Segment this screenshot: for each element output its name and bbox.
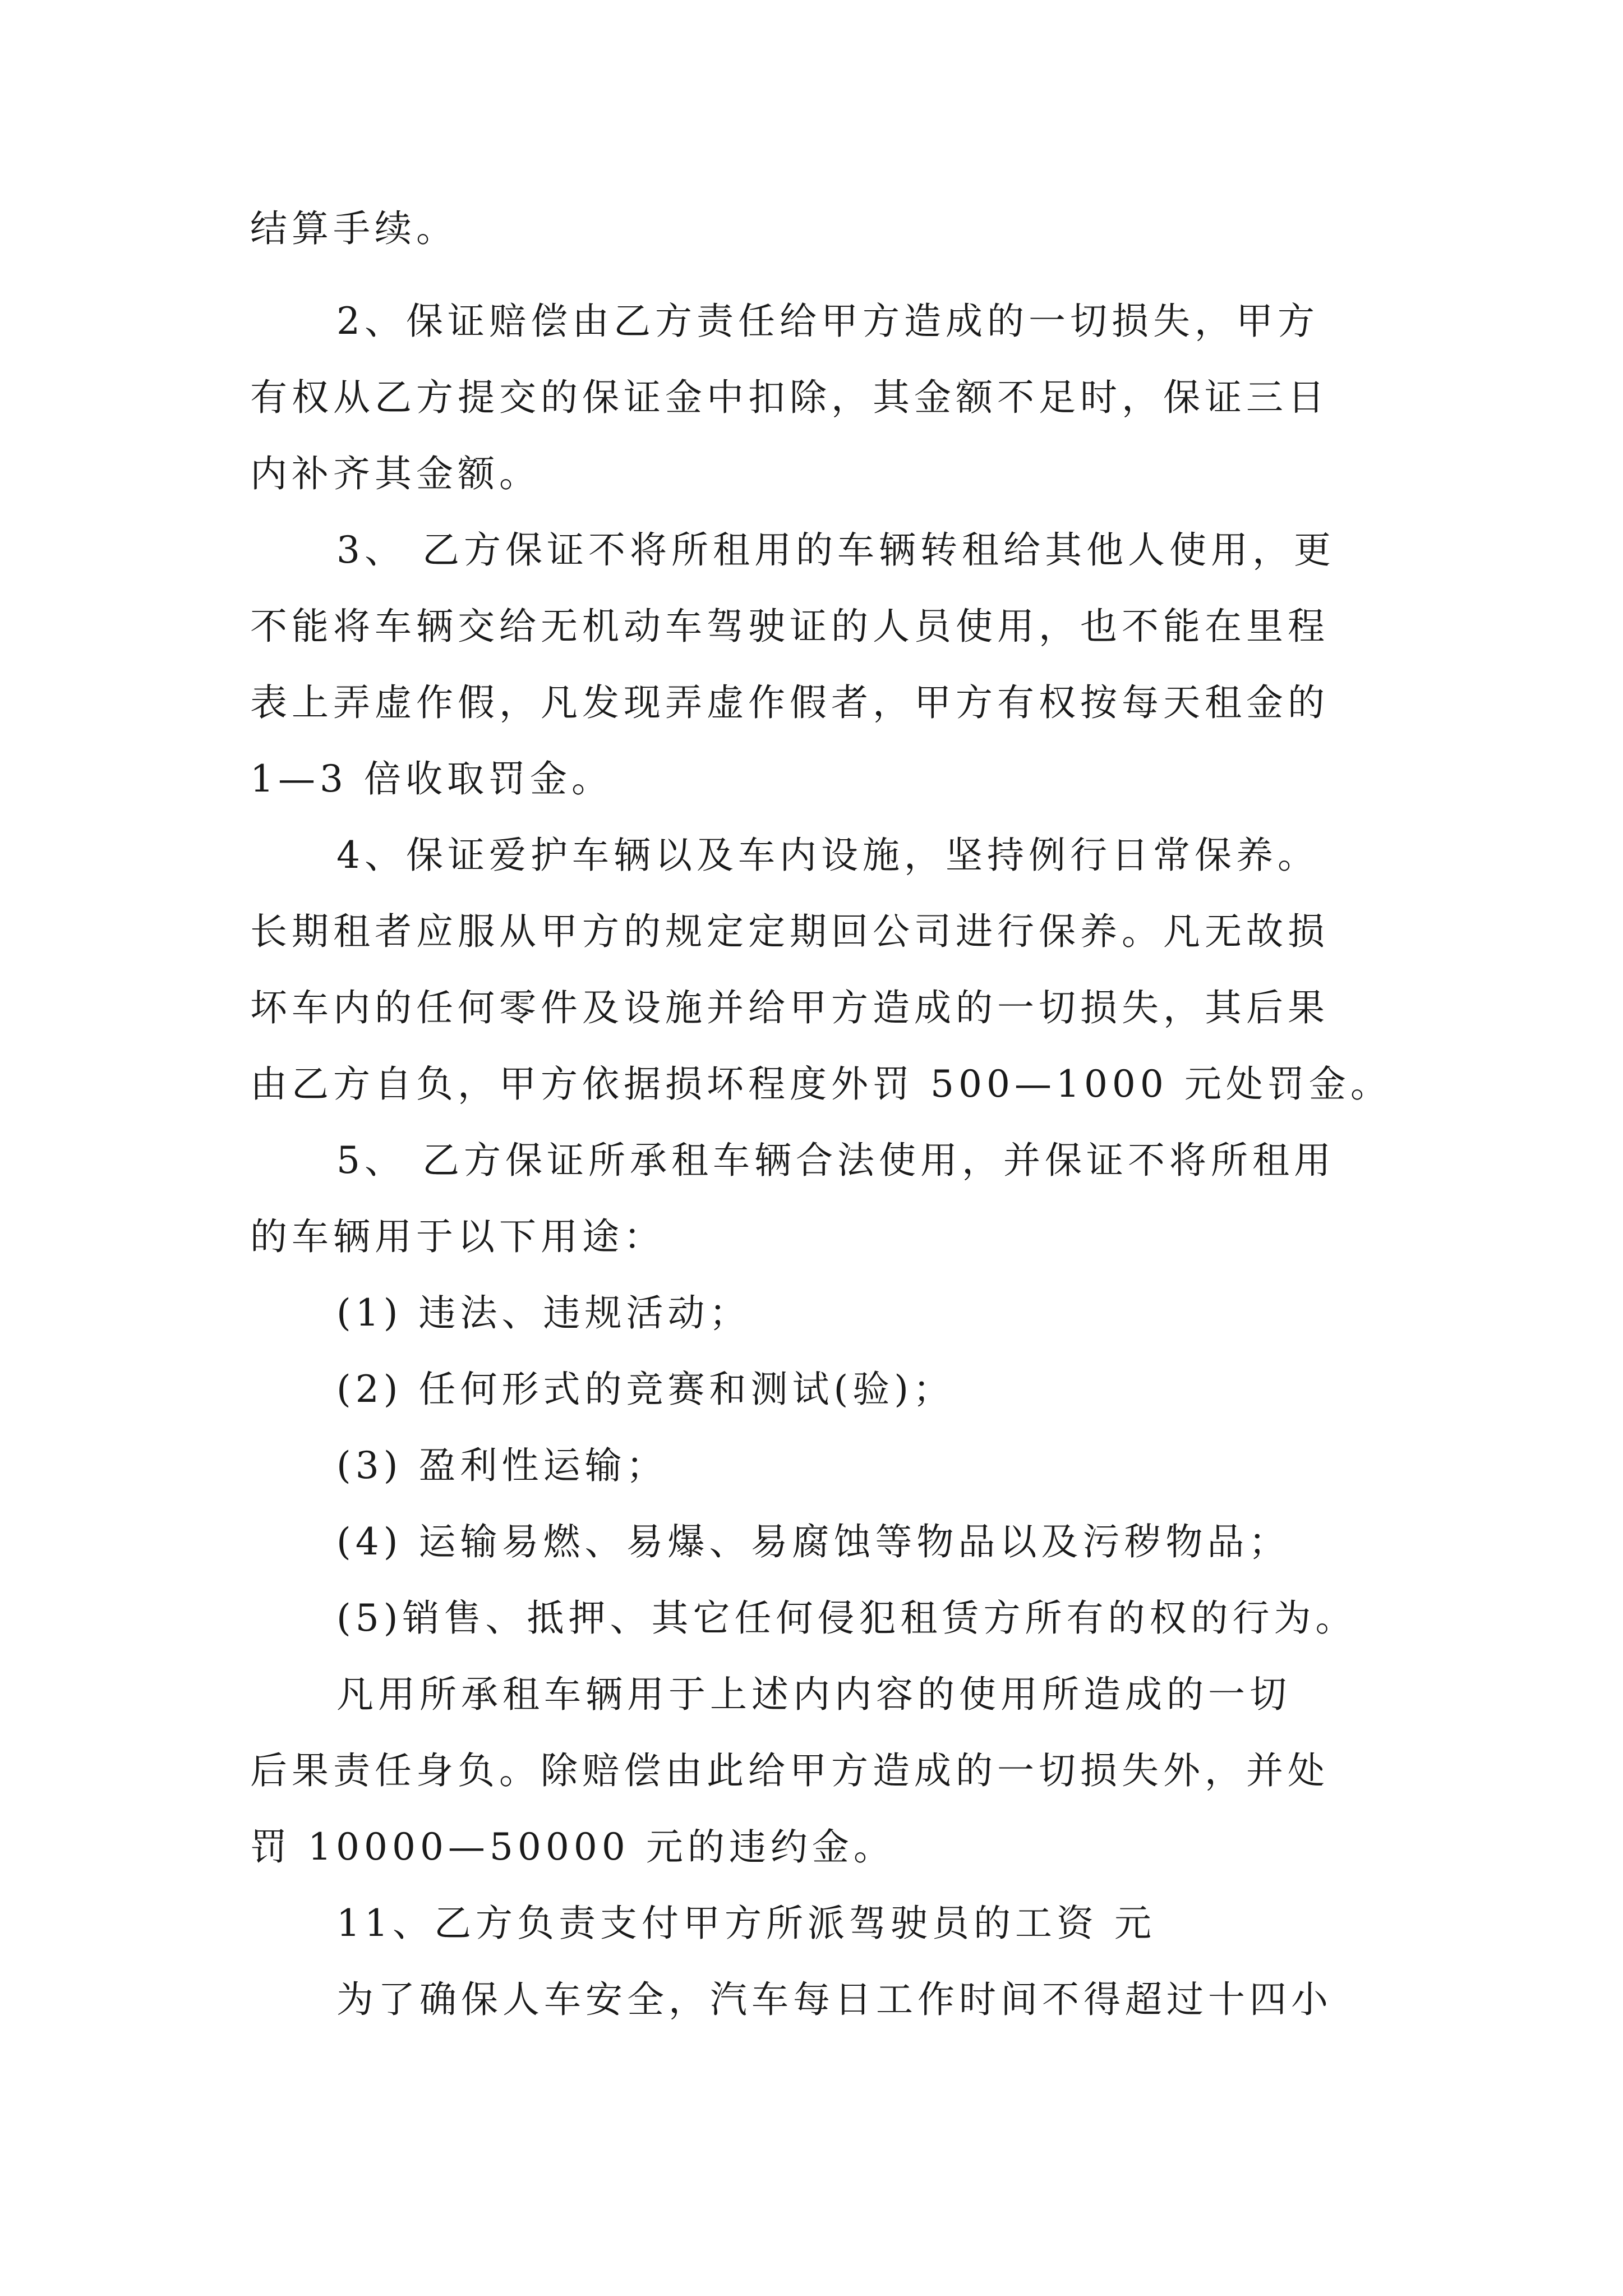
text-line: 2、保证赔偿由乙方责任给甲方造成的一切损失，甲方	[336, 300, 1319, 343]
list-item: (3) 盈利性运输；	[336, 1444, 668, 1487]
text-line: 为了确保人车安全，汽车每日工作时间不得超过十四小	[336, 1978, 1332, 2021]
text-line: 不能将车辆交给无机动车驾驶证的人员使用，也不能在里程	[250, 605, 1329, 648]
list-item: (2) 任何形式的竞赛和测试(验)；	[336, 1368, 955, 1411]
text-line: 的车辆用于以下用途：	[250, 1215, 665, 1258]
text-line: 4、保证爱护车辆以及车内设施，坚持例行日常保养。	[336, 834, 1319, 877]
text-line: 由乙方自负，甲方依据损坏程度外罚 500—1000 元处罚金。	[250, 1062, 1392, 1106]
text-line: 后果责任身负。除赔偿由此给甲方造成的一切损失外，并处	[250, 1749, 1329, 1792]
text-line: 11、乙方负责支付甲方所派驾驶员的工资 元	[336, 1902, 1156, 1945]
list-item: (4) 运输易燃、易爆、易腐蚀等物品以及污秽物品；	[336, 1520, 1290, 1563]
text-line: 坏车内的任何零件及设施并给甲方造成的一切损失，其后果	[250, 986, 1329, 1029]
text-line: 长期租者应服从甲方的规定定期回公司进行保养。凡无故损	[250, 910, 1329, 953]
text-line: 罚 10000—50000 元的违约金。	[250, 1825, 895, 1869]
text-line: 有权从乙方提交的保证金中扣除，其金额不足时，保证三日	[250, 376, 1329, 419]
text-line: 3、 乙方保证不将所租用的车辆转租给其他人使用，更	[336, 528, 1335, 572]
text-line: 凡用所承租车辆用于上述内内容的使用所造成的一切	[336, 1673, 1291, 1716]
text-line: 结算手续。	[250, 207, 458, 250]
text-line: 5、 乙方保证所承租车辆合法使用，并保证不将所租用	[336, 1139, 1335, 1182]
list-item: (5)销售、抵押、其它任何侵犯租赁方所有的权的行为。	[336, 1596, 1357, 1640]
text-line: 表上弄虚作假，凡发现弄虚作假者，甲方有权按每天租金的	[250, 681, 1329, 724]
text-line: 内补齐其金额。	[250, 452, 541, 495]
text-line: 1—3 倍收取罚金。	[250, 757, 613, 800]
list-item: (1) 违法、违规活动；	[336, 1291, 751, 1335]
